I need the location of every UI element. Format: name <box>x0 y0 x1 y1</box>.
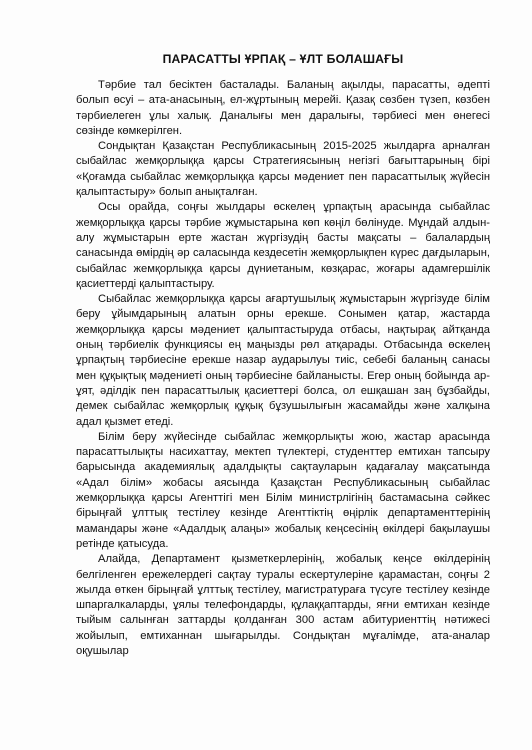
paragraph-4: Сыбайлас жемқорлыққа қарсы ағартушылық жұмыстарын жүргізуде білім беру ұйымдарының алатын орны ерекше. Сонымен қатар, жастарда жемқорлыққа қарсы мәдениет қалыптастыруда отбасы, нақтырақ айтқанда оның тәрбиелік функциясы ең маңызды рөл атқарады. Отбасында өскелең ұрпақтың тәрбиесіне ерекше назар аударылуы тиіс, себебі баланың санасы мен құқықтық мәдениеті оның тәрбиесіне байланысты. Егер оның бойында ар-ұят, әділдік пен парасаттылық қасиеттері болса, ол ешқашан заң бұзбайды, демек сыбайлас жемқорлық құқық бұзушылығын жасамайды және халқына адал қызмет етеді. <box>76 293 490 428</box>
paragraph-2: Сондықтан Қазақстан Республикасының 2015-2025 жылдарға арналған сыбайлас жемқорлыққа қарсы Стратегиясының негізгі бағыттарының бірі «Қоғамда сыбайлас жемқорлыққа қарсы мәдениет пен парасаттылық жүйесін қалыптастыру» болып анықталған. <box>76 140 490 199</box>
paragraph-3: Осы орайда, соңғы жылдары өскелең ұрпақтың арасында сыбайлас жемқорлыққа қарсы тәрбие жұмыстарына көп көңіл бөлінуде. Мұндай алдын-алу жұмыстарын ерте жастан жүргізудің басты мақсаты – балалардың санасында өмірдің әр саласында кездесетін жемқорлықпен күрес дағдыларын, сыбайлас жемқорлыққа қарсы дүниетаным, көзқарас, жоғары адамгершілік қасиеттерді қалыптастыру. <box>76 201 490 290</box>
article-title: ПАРАСАТТЫ ҰРПАҚ – ҰЛТ БОЛАШАҒЫ <box>162 52 404 66</box>
paragraph-6: Алайда, Департамент қызметкерлерінің, жобалық кеңсе өкілдерінің белгіленген ережелердегі сақтау туралы ескертулеріне қарамастан, соңғы 2 жылда өткен бірыңғай ұлттық тестілеу, магистратураға түсуге тестілеу кезінде шпаргалкаларды, ұялы телефондарды, құлаққаптарды, яғни емтихан кезінде тыйым салынған заттарды қолданған 300 астам абитуриенттің нәтижесі жойылып, емтиханнан шығарылды. Сондықтан мұғалімде, ата-аналар оқушылар <box>76 553 490 657</box>
paragraph-1: Тәрбие тал бесіктен басталады. Баланың ақылды, парасатты, әдепті болып өсуі – ата-анасының, ел-жұртының мерейі. Қазақ сөзбен түзеп, көзбен тәрбиелеген ұлы халық. Даналығы мен даралығы, тәрбиесі мен өнегесі сөзінде көмкерілген. <box>76 79 490 137</box>
paragraph-5: Білім беру жүйесінде сыбайлас жемқорлықты жою, жастар арасында парасаттылықты насихаттау, мектеп түлектері, студенттер емтихан тапсыру барысында академиялық адалдықты сақтауларын қадағалау мақсатында «Адал білім» жобасы аясында Қазақстан Республикасының сыбайлас жемқорлыққа қарсы Агенттігі мен Білім министрлігінің бастамасына сәйкес бірыңғай ұлттық тестілеу кезінде Агенттіктің өңірлік департаменттерінің мамандары және «Адалдық алаңы» жобалық кеңсесінің өкілдері бақылаушы ретінде қатысуда. <box>76 430 490 550</box>
